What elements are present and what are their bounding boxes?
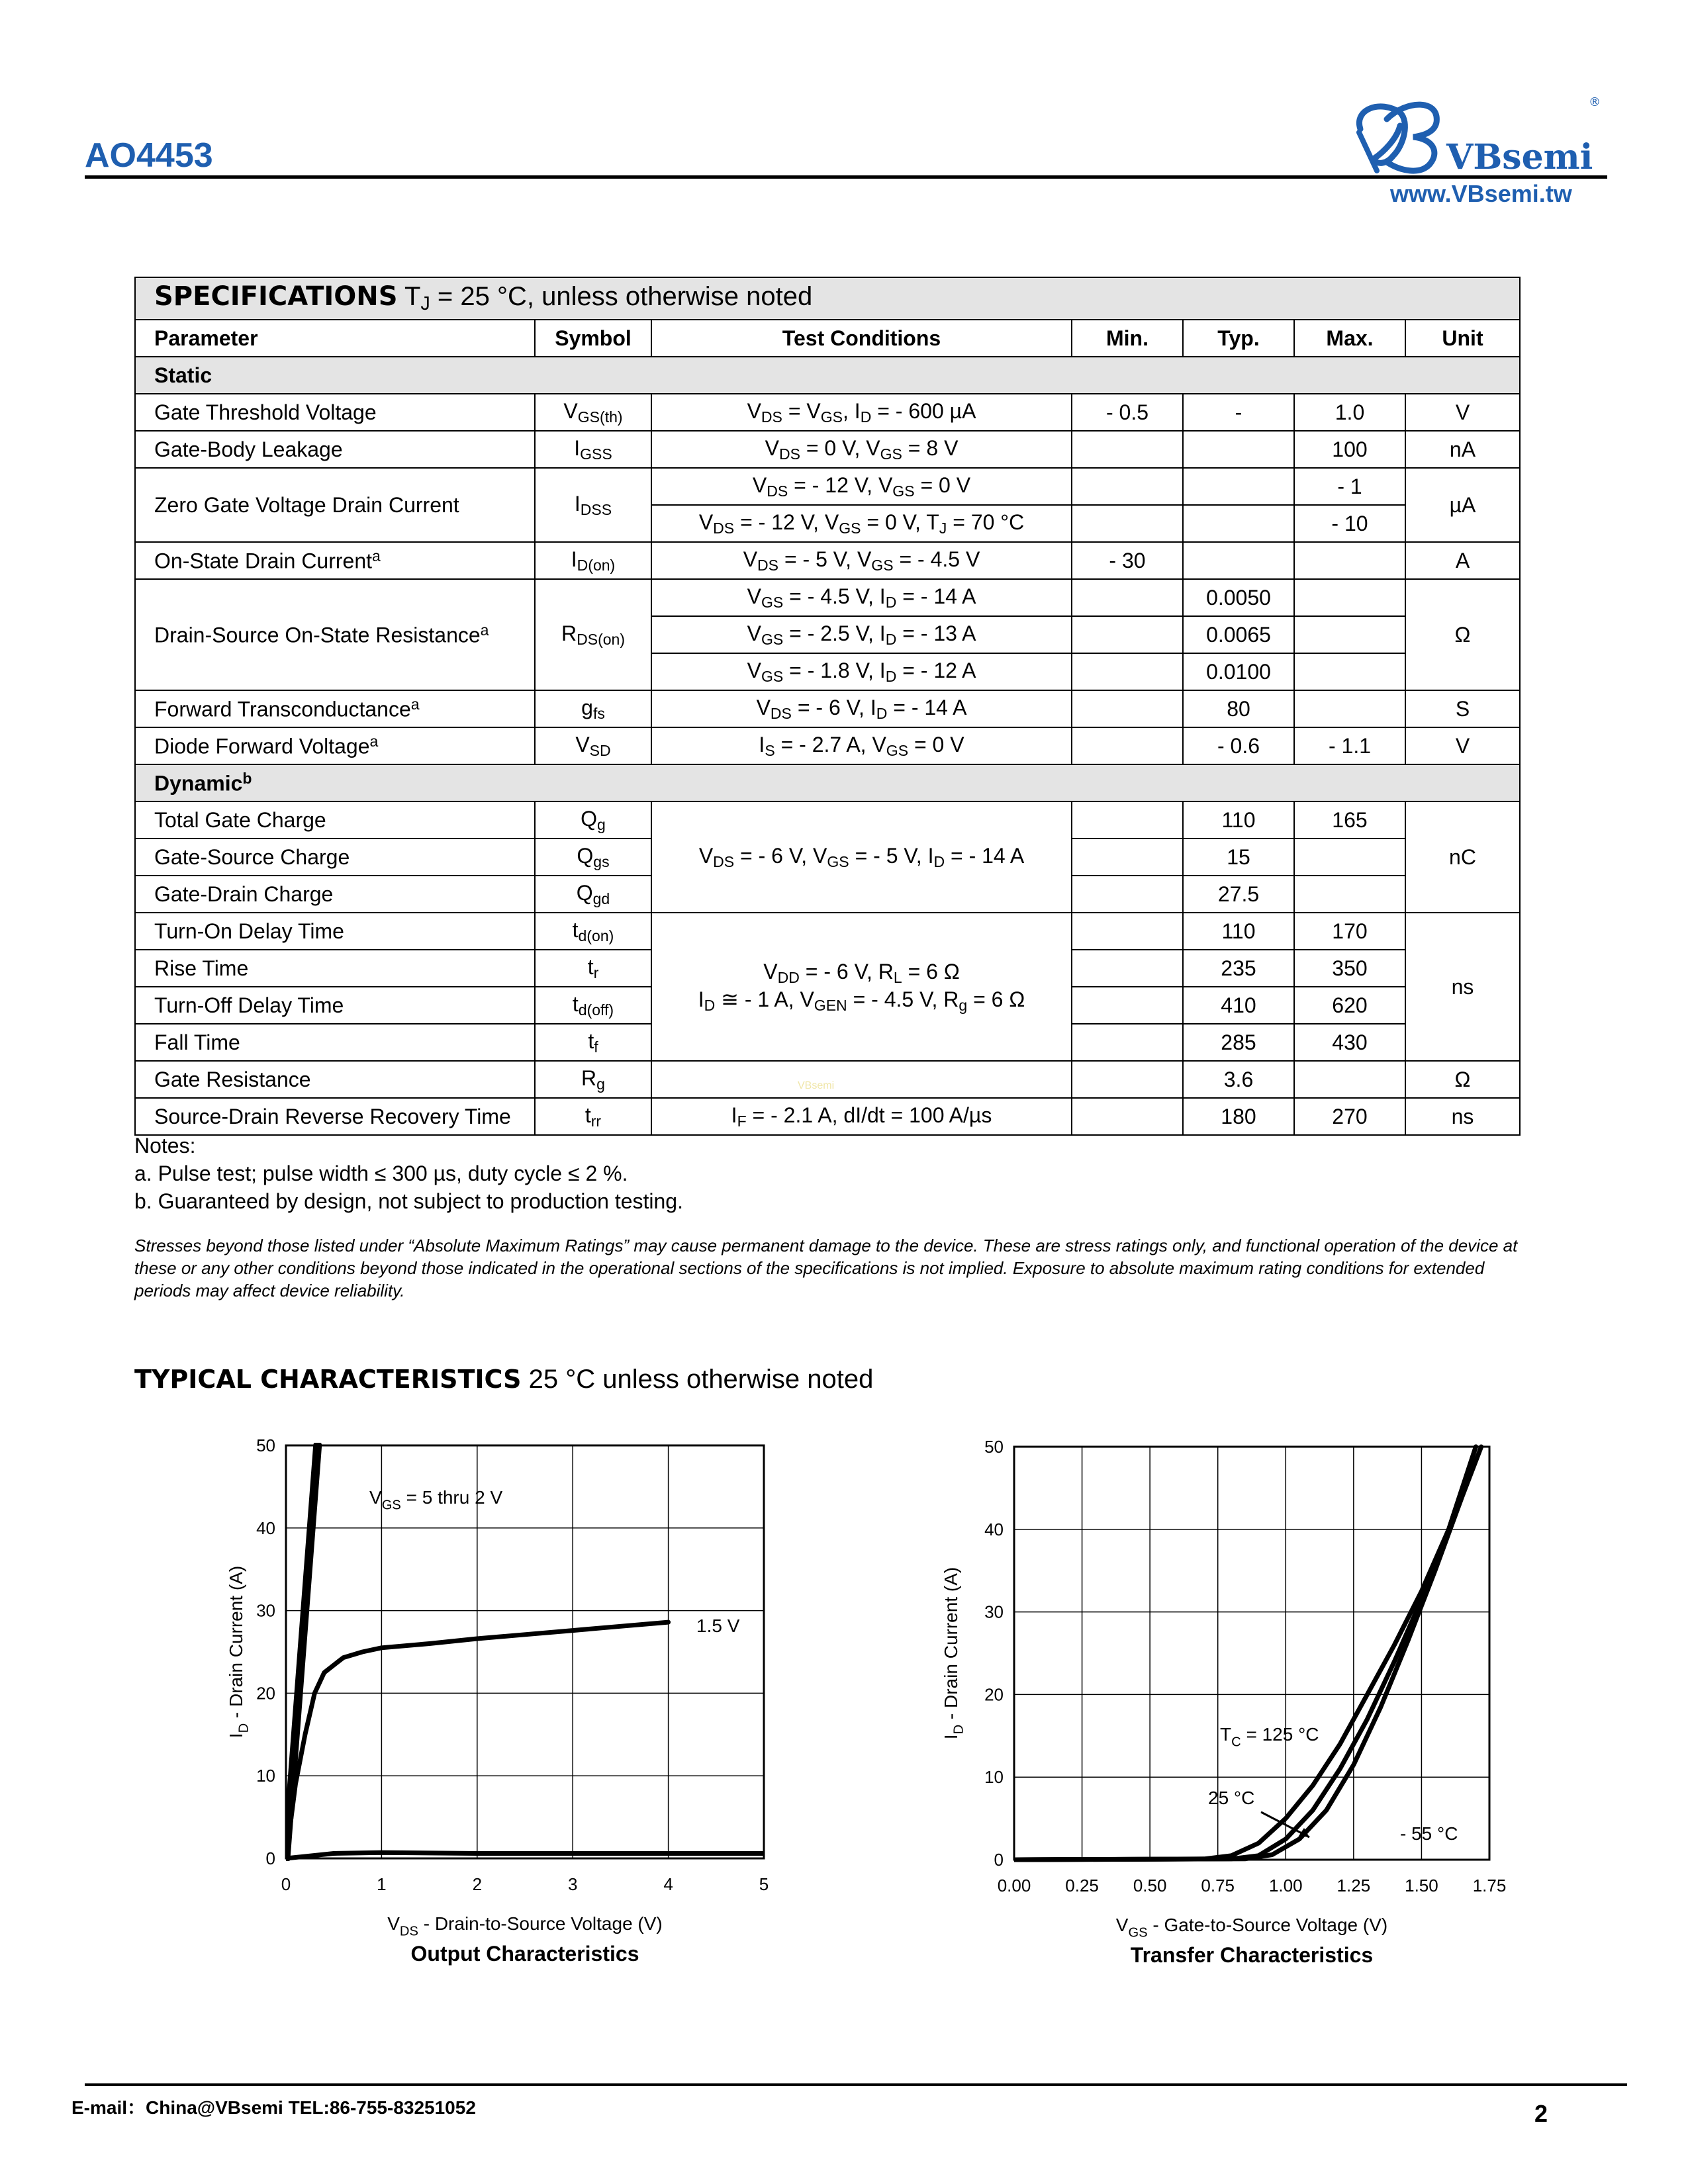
x-tick-label: 1.50	[1405, 1876, 1438, 1895]
x-tick-label: 3	[567, 1874, 578, 1894]
y-axis-label: $I_D$ - Drain Current (A)	[226, 1565, 252, 1739]
col-max: Max.	[1294, 320, 1405, 357]
annotation-label: - 55 °C	[1400, 1823, 1458, 1844]
y-tick-label: 0	[265, 1848, 275, 1868]
col-typ: Typ.	[1183, 320, 1294, 357]
transfer-characteristics-chart	[914, 1423, 1523, 1979]
x-tick-label: 4	[663, 1874, 673, 1894]
table-header-row	[135, 320, 1520, 357]
watermark: VBsemi	[798, 1080, 835, 1091]
table-row: Source-Drain Reverse Recovery Time $t_{rr}$ $I_F$ = - 2.1 A, dI/dt = 100 A/µs 180 270 ns	[135, 1098, 1520, 1135]
notes	[134, 1132, 683, 1215]
table-row: Drain-Source On-State Resistance$^a$ $R_{DS(on)}$ $V_{GS}$ = - 4.5 V, $I_D$ = - 14 A 0.0050 Ω	[135, 579, 1520, 616]
typical-title: TYPICAL CHARACTERISTICS	[134, 1365, 522, 1394]
table-row: Gate-Body Leakage $I_{GSS}$ $V_{DS} = 0$ V, $V_{GS} = 8$ V 100 nA	[135, 431, 1520, 468]
x-tick-label: 5	[759, 1874, 769, 1894]
part-number: AO4453	[85, 136, 213, 175]
col-parameter: Parameter	[135, 320, 535, 357]
x-axis-label: $V_{DS}$ - Drain-to-Source Voltage (V)	[387, 1913, 663, 1939]
x-tick-label: 1	[377, 1874, 387, 1894]
y-tick-label: 50	[984, 1437, 1004, 1457]
section-static: Static	[135, 357, 1520, 394]
x-tick-label: 0.50	[1133, 1876, 1167, 1895]
table-row: Rise Time $t_r$ 235 350	[135, 950, 1520, 987]
page-number: 2	[1534, 2100, 1548, 2127]
x-tick-label: 1.25	[1336, 1876, 1371, 1895]
table-row: Gate-Source Charge $Q_{gs}$ 15	[135, 839, 1520, 876]
table-row: Forward Transconductance$^a$ $g_{fs}$ $V_{DS}$ = - 6 V, $I_D$ = - 14 A 80 S	[135, 690, 1520, 727]
x-tick-label: 1.00	[1268, 1876, 1303, 1895]
table-row: Gate Threshold Voltage $V_{GS(th)}$ $V_{DS} = V_{GS}$, $I_D$ = - 600 µA - 0.5 - 1.0 V	[135, 394, 1520, 431]
x-axis-label: $V_{GS}$ - Gate-to-Source Voltage (V)	[1115, 1915, 1388, 1940]
x-tick-label: 2	[472, 1874, 483, 1894]
registered-mark: ®	[1589, 95, 1601, 109]
disclaimer: Stresses beyond those listed under “Absolute Maximum Ratings” may cause permanent damage to the device. These are stress ratings only, and functional operation of the device at these or any other conditions beyond those indicated in the operational sections of the specifications is not implied. Exposure to absolute maximum rating conditions for extended periods may affect device reliability.	[134, 1236, 1518, 1300]
y-tick-label: 10	[256, 1766, 275, 1786]
section-dynamic: Dynamic$^b$	[135, 764, 1520, 801]
vbsemi-logo	[1347, 93, 1618, 185]
annotation-label: 1.5 V	[696, 1615, 740, 1636]
table-row: Gate-Drain Charge $Q_{gd}$ 27.5	[135, 876, 1520, 913]
typical-subtitle: 25 °C unless otherwise noted	[521, 1365, 874, 1394]
table-row: $V_{DS}$ = - 12 V, $V_{GS} = 0$ V, $T_J = 70$ °C - 10	[135, 505, 1520, 542]
table-row: Gate Resistance $R_g$ 3.6 Ω	[135, 1061, 1520, 1098]
y-tick-label: 50	[256, 1435, 275, 1455]
x-tick-label: 0.75	[1201, 1876, 1235, 1895]
x-tick-label: 0.00	[997, 1876, 1031, 1895]
y-tick-label: 20	[256, 1683, 275, 1704]
x-tick-label: 0	[281, 1874, 291, 1894]
y-tick-label: 0	[994, 1850, 1004, 1870]
table-row: Turn-Off Delay Time $t_{d(off)}$ 410 620	[135, 987, 1520, 1024]
series-line	[286, 1445, 318, 1858]
y-tick-label: 10	[984, 1767, 1004, 1788]
brand-url[interactable]: www.VBsemi.tw	[1390, 180, 1572, 207]
footer-contact: E-mail：China@VBsemi TEL:86-755-83251052	[71, 2097, 476, 2118]
col-symbol: Symbol	[535, 320, 651, 357]
annotation-label: $V_{GS} = 5$ thru 2 V	[369, 1487, 503, 1513]
note-b: b. Guaranteed by design, not subject to production testing.	[134, 1189, 683, 1213]
table-row: Diode Forward Voltage$^a$ $V_{SD}$ $I_S$ = - 2.7 A, $V_{GS} = 0$ V - 0.6 - 1.1 V	[135, 727, 1520, 764]
y-tick-label: 40	[256, 1518, 275, 1538]
chart-title: Transfer Characteristics	[1130, 1943, 1374, 1967]
note-a: a. Pulse test; pulse width ≤ 300 µs, duty cycle ≤ 2 %.	[134, 1161, 628, 1185]
y-axis-label: $I_D$ - Drain Current (A)	[941, 1567, 966, 1740]
x-tick-label: 1.75	[1472, 1876, 1507, 1895]
chart-title: Output Characteristics	[410, 1942, 639, 1966]
table-row: Zero Gate Voltage Drain Current $I_{DSS}$ $V_{DS}$ = - 12 V, $V_{GS} = 0$ V - 1 µA	[135, 468, 1520, 505]
notes-label: Notes:	[134, 1134, 196, 1158]
col-test-conditions: Test Conditions	[651, 320, 1072, 357]
table-title-row: SPECIFICATIONS $T_J = 25$ °C, unless otherwise noted	[135, 277, 1520, 320]
table-row: Fall Time $t_f$ 285 430	[135, 1024, 1520, 1061]
annotation-label: $T_C = 125$ °C	[1220, 1724, 1319, 1750]
x-tick-label: 0.25	[1065, 1876, 1099, 1895]
col-unit: Unit	[1405, 320, 1520, 357]
table-row: Total Gate Charge $Q_g$ $V_{DS}$ = - 6 V, $V_{GS}$ = - 5 V, $I_D$ = - 14 A 110 165 nC	[135, 801, 1520, 839]
y-tick-label: 40	[984, 1519, 1004, 1539]
typical-characteristics-title	[134, 1365, 873, 1394]
y-tick-label: 30	[984, 1602, 1004, 1622]
y-tick-label: 30	[256, 1600, 275, 1621]
table-row: Turn-On Delay Time $t_{d(on)}$ $V_{DD}$ = - 6 V, $R_L = 6$ Ω $I_D$ ≅ - 1 A, $V_{GEN}$ = - 4.5 V, $R_g = 6$ Ω 110 170 ns	[135, 913, 1520, 950]
table-row: $V_{GS}$ = - 2.5 V, $I_D$ = - 13 A 0.0065	[135, 616, 1520, 653]
spec-title: SPECIFICATIONS	[154, 281, 398, 312]
footer-rule	[85, 2083, 1627, 2086]
annotation-label: 25 °C	[1208, 1788, 1255, 1808]
specifications-table	[134, 277, 1521, 1136]
output-characteristics-chart	[199, 1423, 808, 1979]
table-row: $V_{GS}$ = - 1.8 V, $I_D$ = - 12 A 0.0100	[135, 653, 1520, 690]
y-tick-label: 20	[984, 1684, 1004, 1705]
brand-name: VBsemi	[1446, 137, 1593, 177]
col-min: Min.	[1072, 320, 1183, 357]
table-row: On-State Drain Current$^a$ $I_{D(on)}$ $V_{DS}$ = - 5 V, $V_{GS}$ = - 4.5 V - 30 A	[135, 542, 1520, 579]
